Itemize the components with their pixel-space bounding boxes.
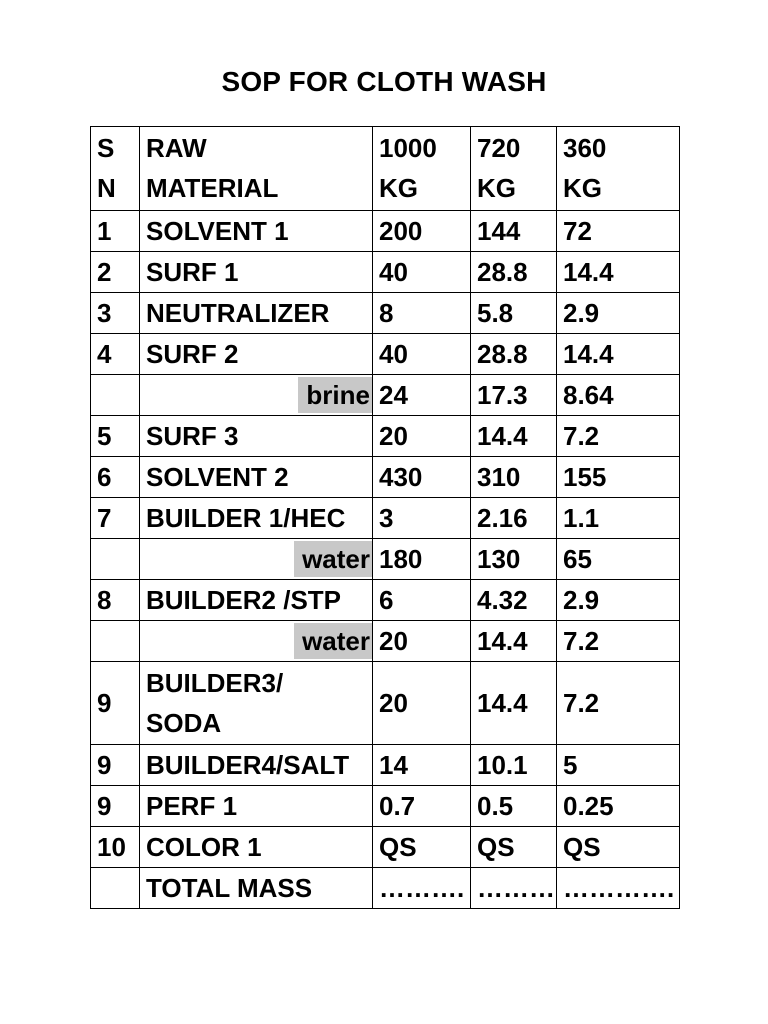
value-360kg-cell: 72 [557,211,680,252]
value-1000kg-cell: 20 [373,621,471,662]
sn-cell [91,539,140,580]
table-header-row [91,127,680,211]
table-subrow [91,375,680,416]
value-360kg-cell: 2.9 [557,580,680,621]
value-720kg-cell: 28.8 [471,334,557,375]
highlighted-sub-ingredient: brine [298,377,372,413]
header-720kg-cell [471,127,557,211]
highlighted-sub-ingredient: water [294,623,372,659]
sn-cell: 9 [91,786,140,827]
material-cell: NEUTRALIZER [140,293,373,334]
total-360kg-cell: …………. [557,868,680,909]
value-360kg-cell: 7.2 [557,416,680,457]
value-360kg-cell: 8.64 [557,375,680,416]
header-col2-line2: KG [477,173,516,203]
material-cell: SOLVENT 1 [140,211,373,252]
material-cell [140,375,373,416]
sn-cell: 1 [91,211,140,252]
material-cell: BUILDER 1/HEC [140,498,373,539]
value-1000kg-cell: QS [373,827,471,868]
material-cell [140,621,373,662]
material-cell: PERF 1 [140,786,373,827]
table-row [91,457,680,498]
sn-cell [91,621,140,662]
sn-cell: 8 [91,580,140,621]
table-row [91,293,680,334]
sn-cell: 10 [91,827,140,868]
value-720kg-cell: 14.4 [471,621,557,662]
table-row [91,211,680,252]
header-col3-line1: 360 [563,133,607,163]
table-row [91,827,680,868]
value-720kg-cell: 14.4 [471,662,557,745]
value-720kg-cell: 2.16 [471,498,557,539]
table-row [91,334,680,375]
header-col1-line2: KG [379,173,418,203]
value-720kg-cell: 28.8 [471,252,557,293]
value-720kg-cell: 14.4 [471,416,557,457]
value-720kg-cell: 130 [471,539,557,580]
document-title: SOP FOR CLOTH WASH [221,66,547,97]
value-1000kg-cell: 200 [373,211,471,252]
value-720kg-cell: 17.3 [471,375,557,416]
header-col1-line1: 1000 [379,133,437,163]
material-line1: BUILDER3/ [146,668,284,698]
header-col2-line1: 720 [477,133,521,163]
value-1000kg-cell: 24 [373,375,471,416]
header-360kg-cell [557,127,680,211]
table-row [91,745,680,786]
material-line2: SODA [146,708,222,738]
sn-cell: 4 [91,334,140,375]
value-1000kg-cell: 14 [373,745,471,786]
value-1000kg-cell: 8 [373,293,471,334]
sn-cell: 9 [91,745,140,786]
table-row [91,416,680,457]
value-1000kg-cell: 20 [373,416,471,457]
sn-cell: 2 [91,252,140,293]
header-col3-line2: KG [563,173,602,203]
table-subrow [91,621,680,662]
value-360kg-cell: QS [557,827,680,868]
sn-cell: 6 [91,457,140,498]
value-1000kg-cell: 20 [373,662,471,745]
sop-table [90,126,680,909]
material-cell: SURF 3 [140,416,373,457]
value-360kg-cell: 7.2 [557,662,680,745]
total-label-cell: TOTAL MASS [140,868,373,909]
header-material-line1: RAW [146,133,207,163]
highlighted-sub-ingredient: water [294,541,372,577]
value-720kg-cell: 5.8 [471,293,557,334]
value-1000kg-cell: 0.7 [373,786,471,827]
value-1000kg-cell: 180 [373,539,471,580]
value-360kg-cell: 0.25 [557,786,680,827]
header-sn-line2: N [97,173,116,203]
table-row [91,662,680,745]
material-cell: BUILDER4/SALT [140,745,373,786]
table-row [91,786,680,827]
table-row [91,580,680,621]
value-1000kg-cell: 40 [373,334,471,375]
total-row [91,868,680,909]
sn-cell: 5 [91,416,140,457]
value-360kg-cell: 14.4 [557,334,680,375]
value-360kg-cell: 5 [557,745,680,786]
value-1000kg-cell: 3 [373,498,471,539]
header-material-cell [140,127,373,211]
table-subrow [91,539,680,580]
value-720kg-cell: 4.32 [471,580,557,621]
table-row [91,252,680,293]
value-720kg-cell: 10.1 [471,745,557,786]
sn-cell: 7 [91,498,140,539]
sn-cell [91,375,140,416]
material-cell: SOLVENT 2 [140,457,373,498]
value-360kg-cell: 7.2 [557,621,680,662]
sn-cell: 9 [91,662,140,745]
sn-cell: 3 [91,293,140,334]
value-1000kg-cell: 6 [373,580,471,621]
value-360kg-cell: 1.1 [557,498,680,539]
value-360kg-cell: 155 [557,457,680,498]
header-sn-cell [91,127,140,211]
value-720kg-cell: 144 [471,211,557,252]
header-sn-line1: S [97,133,115,163]
value-1000kg-cell: 430 [373,457,471,498]
material-cell: SURF 2 [140,334,373,375]
total-sn-cell [91,868,140,909]
header-material-line2: MATERIAL [146,173,279,203]
value-1000kg-cell: 40 [373,252,471,293]
value-360kg-cell: 14.4 [557,252,680,293]
material-cell [140,539,373,580]
header-1000kg-cell [373,127,471,211]
value-720kg-cell: QS [471,827,557,868]
total-1000kg-cell: ………. [373,868,471,909]
value-360kg-cell: 65 [557,539,680,580]
material-cell [140,662,373,745]
material-cell: BUILDER2 /STP [140,580,373,621]
total-720kg-cell: ……… [471,868,557,909]
value-360kg-cell: 2.9 [557,293,680,334]
material-cell: COLOR 1 [140,827,373,868]
table-row [91,498,680,539]
material-cell: SURF 1 [140,252,373,293]
value-720kg-cell: 310 [471,457,557,498]
value-720kg-cell: 0.5 [471,786,557,827]
